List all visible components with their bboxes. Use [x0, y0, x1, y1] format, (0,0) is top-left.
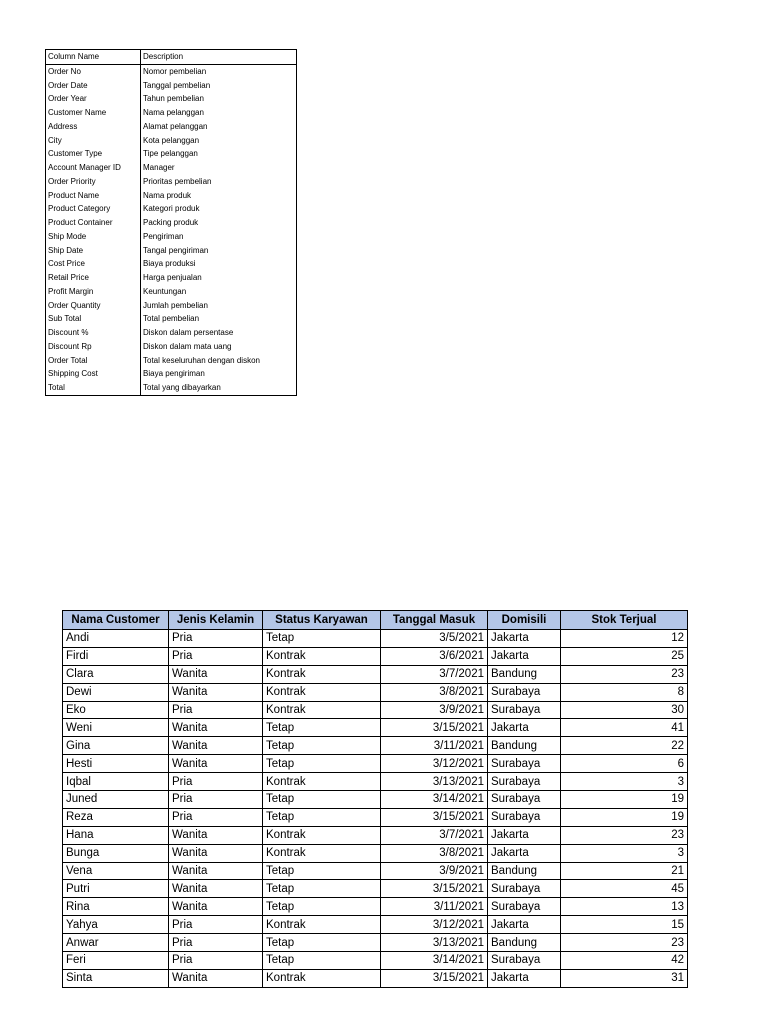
domicile-cell: Surabaya	[488, 952, 561, 970]
gender-cell: Pria	[169, 701, 263, 719]
dictionary-row	[46, 147, 297, 161]
join-date-cell: 3/11/2021	[381, 898, 488, 916]
domicile-cell: Surabaya	[488, 880, 561, 898]
units-sold-cell: 41	[561, 719, 688, 737]
join-date-cell: 3/8/2021	[381, 683, 488, 701]
employee-status-cell: Kontrak	[263, 844, 381, 862]
employee-status-cell: Kontrak	[263, 969, 381, 987]
description-header: Description	[141, 50, 297, 65]
column-name-cell: Discount Rp	[46, 340, 141, 354]
description-cell: Manager	[141, 161, 297, 175]
join-date-cell: 3/5/2021	[381, 630, 488, 648]
column-dictionary-table	[45, 49, 297, 396]
column-name-cell: Ship Mode	[46, 230, 141, 244]
units-sold-cell: 6	[561, 755, 688, 773]
units-sold-cell: 3	[561, 844, 688, 862]
column-name-cell: Discount %	[46, 326, 141, 340]
employee-status-cell: Kontrak	[263, 665, 381, 683]
customer-table	[62, 610, 688, 988]
description-cell: Tahun pembelian	[141, 92, 297, 106]
column-name-cell: Total	[46, 381, 141, 395]
column-name-cell: Account Manager ID	[46, 161, 141, 175]
gender-cell: Wanita	[169, 862, 263, 880]
dictionary-row	[46, 312, 297, 326]
join-date-cell: 3/14/2021	[381, 952, 488, 970]
domicile-cell: Surabaya	[488, 701, 561, 719]
table-row	[63, 683, 688, 701]
units-sold-cell: 19	[561, 808, 688, 826]
dictionary-row	[46, 381, 297, 395]
column-name-cell: Order Year	[46, 92, 141, 106]
employee-status-cell: Kontrak	[263, 826, 381, 844]
column-name-cell: Shipping Cost	[46, 367, 141, 381]
column-name-cell: Address	[46, 120, 141, 134]
employee-status-cell: Tetap	[263, 630, 381, 648]
dictionary-row	[46, 354, 297, 368]
join-date-cell: 3/15/2021	[381, 719, 488, 737]
join-date-cell: 3/11/2021	[381, 737, 488, 755]
domicile-cell: Surabaya	[488, 898, 561, 916]
join-date-cell: 3/15/2021	[381, 969, 488, 987]
domicile-cell: Surabaya	[488, 773, 561, 791]
join-date-cell: 3/13/2021	[381, 934, 488, 952]
dictionary-row	[46, 367, 297, 381]
gender-cell: Pria	[169, 773, 263, 791]
gender-cell: Pria	[169, 952, 263, 970]
dictionary-row	[46, 92, 297, 106]
table-row	[63, 916, 688, 934]
dictionary-row	[46, 134, 297, 148]
customer-table-body	[63, 630, 688, 988]
description-cell: Harga penjualan	[141, 271, 297, 285]
units-sold-cell: 23	[561, 826, 688, 844]
description-cell: Total pembelian	[141, 312, 297, 326]
description-cell: Alamat pelanggan	[141, 120, 297, 134]
gender-cell: Wanita	[169, 826, 263, 844]
domicile-cell: Surabaya	[488, 808, 561, 826]
units-sold-cell: 19	[561, 791, 688, 809]
customer-name-cell: Juned	[63, 791, 169, 809]
units-sold-cell: 31	[561, 969, 688, 987]
description-cell: Biaya produksi	[141, 257, 297, 271]
employee-status-cell: Tetap	[263, 719, 381, 737]
units-sold-cell: 23	[561, 665, 688, 683]
gender-cell: Wanita	[169, 880, 263, 898]
employee-status-cell: Tetap	[263, 808, 381, 826]
column-name-cell: Product Container	[46, 216, 141, 230]
gender-cell: Wanita	[169, 737, 263, 755]
domicile-cell: Jakarta	[488, 916, 561, 934]
description-cell: Tangal pengiriman	[141, 244, 297, 258]
employee-status-header: Status Karyawan	[263, 611, 381, 630]
dictionary-row	[46, 106, 297, 120]
table-row	[63, 808, 688, 826]
units-sold-cell: 21	[561, 862, 688, 880]
units-sold-cell: 45	[561, 880, 688, 898]
join-date-cell: 3/7/2021	[381, 826, 488, 844]
column-name-cell: Order Priority	[46, 175, 141, 189]
dictionary-row	[46, 120, 297, 134]
table-row	[63, 737, 688, 755]
dictionary-row	[46, 189, 297, 203]
description-cell: Total yang dibayarkan	[141, 381, 297, 395]
gender-cell: Pria	[169, 791, 263, 809]
table-row	[63, 952, 688, 970]
domicile-cell: Jakarta	[488, 826, 561, 844]
domicile-cell: Bandung	[488, 862, 561, 880]
column-name-cell: Profit Margin	[46, 285, 141, 299]
description-cell: Nomor pembelian	[141, 64, 297, 78]
column-name-cell: Ship Date	[46, 244, 141, 258]
table-row	[63, 934, 688, 952]
description-cell: Kategori produk	[141, 202, 297, 216]
units-sold-cell: 30	[561, 701, 688, 719]
description-cell: Jumlah pembelian	[141, 299, 297, 313]
join-date-header: Tanggal Masuk	[381, 611, 488, 630]
gender-cell: Pria	[169, 630, 263, 648]
table-row	[63, 665, 688, 683]
units-sold-cell: 12	[561, 630, 688, 648]
gender-cell: Wanita	[169, 844, 263, 862]
join-date-cell: 3/7/2021	[381, 665, 488, 683]
domicile-header: Domisili	[488, 611, 561, 630]
join-date-cell: 3/12/2021	[381, 916, 488, 934]
table-row	[63, 755, 688, 773]
customer-name-cell: Putri	[63, 880, 169, 898]
table-row	[63, 826, 688, 844]
domicile-cell: Jakarta	[488, 630, 561, 648]
column-name-cell: Order Quantity	[46, 299, 141, 313]
column-name-header: Column Name	[46, 50, 141, 65]
customer-name-cell: Bunga	[63, 844, 169, 862]
employee-status-cell: Kontrak	[263, 916, 381, 934]
domicile-cell: Surabaya	[488, 791, 561, 809]
gender-cell: Wanita	[169, 898, 263, 916]
table-row	[63, 791, 688, 809]
join-date-cell: 3/8/2021	[381, 844, 488, 862]
employee-status-cell: Tetap	[263, 952, 381, 970]
dictionary-row	[46, 64, 297, 78]
units-sold-cell: 15	[561, 916, 688, 934]
column-name-cell: Order Date	[46, 79, 141, 93]
join-date-cell: 3/13/2021	[381, 773, 488, 791]
gender-cell: Pria	[169, 934, 263, 952]
customer-name-cell: Vena	[63, 862, 169, 880]
table-row	[63, 969, 688, 987]
table-row	[63, 773, 688, 791]
dictionary-row	[46, 326, 297, 340]
dictionary-row	[46, 340, 297, 354]
gender-cell: Wanita	[169, 665, 263, 683]
gender-header: Jenis Kelamin	[169, 611, 263, 630]
customer-name-cell: Yahya	[63, 916, 169, 934]
join-date-cell: 3/14/2021	[381, 791, 488, 809]
customer-name-cell: Gina	[63, 737, 169, 755]
employee-status-cell: Tetap	[263, 880, 381, 898]
customer-name-cell: Rina	[63, 898, 169, 916]
employee-status-cell: Tetap	[263, 791, 381, 809]
customer-name-cell: Feri	[63, 952, 169, 970]
units-sold-cell: 22	[561, 737, 688, 755]
domicile-cell: Bandung	[488, 665, 561, 683]
units-sold-cell: 13	[561, 898, 688, 916]
customer-name-cell: Dewi	[63, 683, 169, 701]
column-name-cell: Customer Type	[46, 147, 141, 161]
column-name-cell: Product Category	[46, 202, 141, 216]
join-date-cell: 3/9/2021	[381, 862, 488, 880]
units-sold-cell: 42	[561, 952, 688, 970]
units-sold-cell: 23	[561, 934, 688, 952]
dictionary-row	[46, 257, 297, 271]
description-cell: Diskon dalam mata uang	[141, 340, 297, 354]
dictionary-row	[46, 175, 297, 189]
employee-status-cell: Kontrak	[263, 701, 381, 719]
description-cell: Tipe pelanggan	[141, 147, 297, 161]
dictionary-row	[46, 299, 297, 313]
units-sold-cell: 25	[561, 647, 688, 665]
domicile-cell: Jakarta	[488, 969, 561, 987]
domicile-cell: Surabaya	[488, 683, 561, 701]
units-sold-header: Stok Terjual	[561, 611, 688, 630]
table-row	[63, 719, 688, 737]
employee-status-cell: Kontrak	[263, 773, 381, 791]
gender-cell: Pria	[169, 647, 263, 665]
description-cell: Pengiriman	[141, 230, 297, 244]
column-name-cell: City	[46, 134, 141, 148]
gender-cell: Wanita	[169, 969, 263, 987]
customer-name-header: Nama Customer	[63, 611, 169, 630]
description-cell: Diskon dalam persentase	[141, 326, 297, 340]
description-cell: Prioritas pembelian	[141, 175, 297, 189]
join-date-cell: 3/6/2021	[381, 647, 488, 665]
join-date-cell: 3/9/2021	[381, 701, 488, 719]
employee-status-cell: Kontrak	[263, 683, 381, 701]
customer-name-cell: Firdi	[63, 647, 169, 665]
employee-status-cell: Tetap	[263, 898, 381, 916]
description-cell: Keuntungan	[141, 285, 297, 299]
gender-cell: Pria	[169, 808, 263, 826]
dictionary-row	[46, 202, 297, 216]
dictionary-row	[46, 285, 297, 299]
dictionary-row	[46, 271, 297, 285]
customer-name-cell: Hana	[63, 826, 169, 844]
table-row	[63, 880, 688, 898]
table-row	[63, 647, 688, 665]
column-dictionary-body	[46, 50, 297, 396]
domicile-cell: Jakarta	[488, 719, 561, 737]
customer-name-cell: Andi	[63, 630, 169, 648]
employee-status-cell: Kontrak	[263, 647, 381, 665]
customer-name-cell: Iqbal	[63, 773, 169, 791]
description-cell: Nama produk	[141, 189, 297, 203]
dictionary-row	[46, 79, 297, 93]
domicile-cell: Jakarta	[488, 647, 561, 665]
column-name-cell: Retail Price	[46, 271, 141, 285]
description-cell: Tanggal pembelian	[141, 79, 297, 93]
units-sold-cell: 8	[561, 683, 688, 701]
dictionary-row	[46, 230, 297, 244]
dictionary-row	[46, 161, 297, 175]
column-name-cell: Cost Price	[46, 257, 141, 271]
description-cell: Nama pelanggan	[141, 106, 297, 120]
dictionary-row	[46, 216, 297, 230]
customer-name-cell: Hesti	[63, 755, 169, 773]
join-date-cell: 3/15/2021	[381, 808, 488, 826]
join-date-cell: 3/15/2021	[381, 880, 488, 898]
gender-cell: Pria	[169, 916, 263, 934]
dictionary-header-row	[46, 50, 297, 65]
table-row	[63, 898, 688, 916]
employee-status-cell: Tetap	[263, 862, 381, 880]
gender-cell: Wanita	[169, 755, 263, 773]
employee-status-cell: Tetap	[263, 755, 381, 773]
employee-status-cell: Tetap	[263, 934, 381, 952]
join-date-cell: 3/12/2021	[381, 755, 488, 773]
units-sold-cell: 3	[561, 773, 688, 791]
customer-name-cell: Clara	[63, 665, 169, 683]
column-name-cell: Order No	[46, 64, 141, 78]
table-row	[63, 701, 688, 719]
domicile-cell: Bandung	[488, 934, 561, 952]
customer-name-cell: Eko	[63, 701, 169, 719]
gender-cell: Wanita	[169, 719, 263, 737]
table-row	[63, 630, 688, 648]
customer-table-header	[63, 611, 688, 630]
table-row	[63, 844, 688, 862]
customer-name-cell: Reza	[63, 808, 169, 826]
description-cell: Kota pelanggan	[141, 134, 297, 148]
domicile-cell: Surabaya	[488, 755, 561, 773]
description-cell: Biaya pengiriman	[141, 367, 297, 381]
customer-name-cell: Sinta	[63, 969, 169, 987]
description-cell: Packing produk	[141, 216, 297, 230]
domicile-cell: Bandung	[488, 737, 561, 755]
domicile-cell: Jakarta	[488, 844, 561, 862]
column-name-cell: Product Name	[46, 189, 141, 203]
employee-status-cell: Tetap	[263, 737, 381, 755]
column-name-cell: Customer Name	[46, 106, 141, 120]
column-name-cell: Order Total	[46, 354, 141, 368]
description-cell: Total keseluruhan dengan diskon	[141, 354, 297, 368]
dictionary-row	[46, 244, 297, 258]
column-name-cell: Sub Total	[46, 312, 141, 326]
customer-header-row	[63, 611, 688, 630]
customer-name-cell: Anwar	[63, 934, 169, 952]
customer-name-cell: Weni	[63, 719, 169, 737]
gender-cell: Wanita	[169, 683, 263, 701]
table-row	[63, 862, 688, 880]
